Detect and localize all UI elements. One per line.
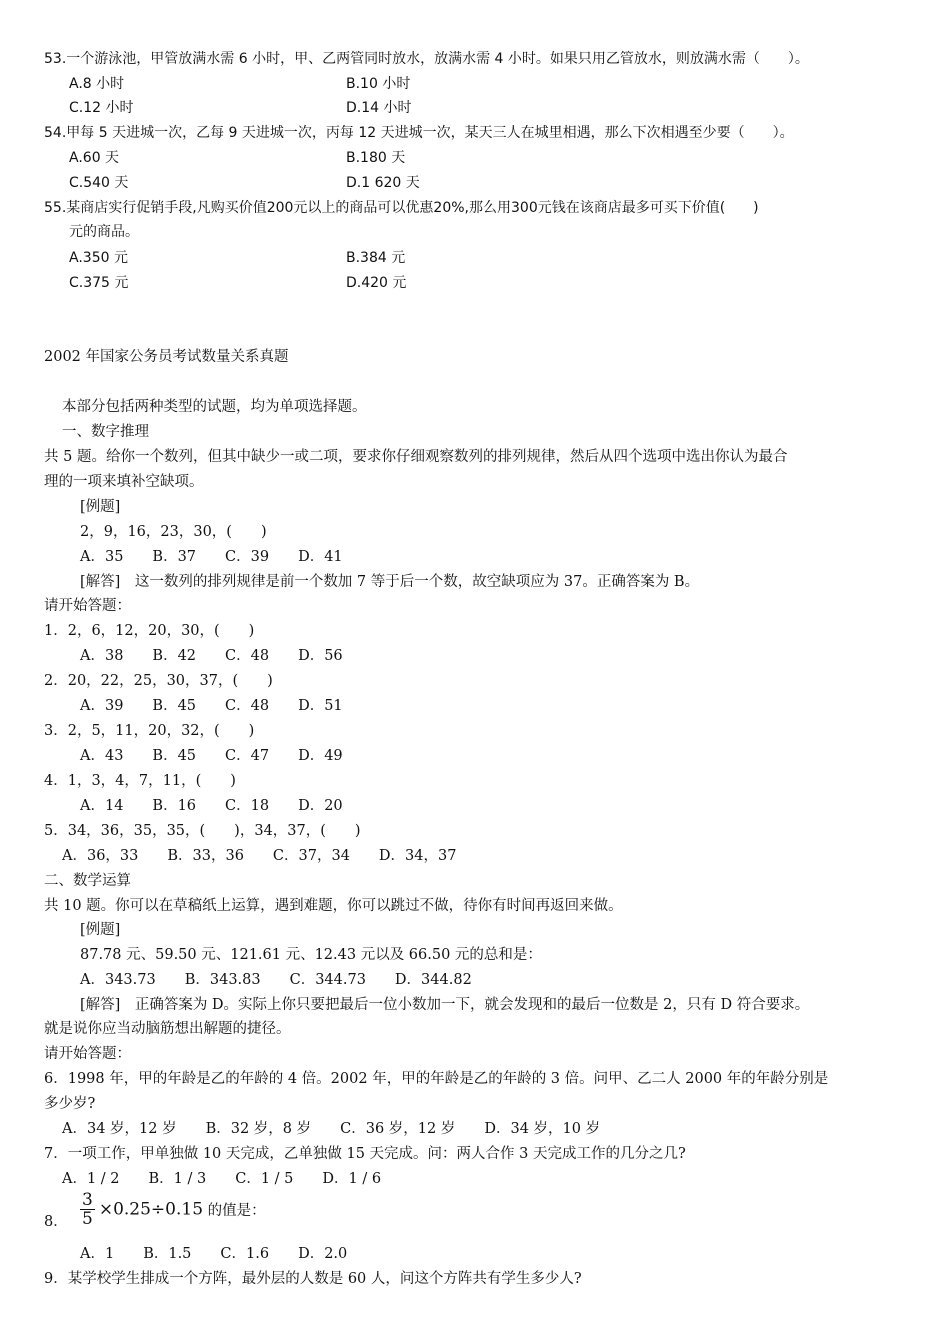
- q8-fraction: [80, 1191, 95, 1228]
- q8-number: 8．: [44, 1214, 68, 1230]
- part2-example-text: 87.78 元、59.50 元、121.61 元、12.43 元以及 66.50 元的总和是：: [80, 947, 542, 963]
- intro-text: 本部分包括两种类型的试题，均为单项选择题。: [62, 399, 367, 415]
- part1-desc-line1: 共 5 题。给你一个数列，但其中缺少一或二项，要求你仔细观察数列的排列规律，然后从四个选项中选出你认为最合: [44, 449, 788, 465]
- q6-options: A．34 岁，12 岁 B．32 岁，8 岁 C．36 岁，12 岁 D．34 岁，10 岁: [62, 1121, 601, 1137]
- q53-option-c: C.12 小时: [69, 100, 134, 116]
- q6-stem-line1: 6．1998 年，甲的年龄是乙的年龄的 4 倍。2002 年，甲的年龄是乙的年龄的 3 倍。问甲、乙二人 2000 年的年龄分别是: [44, 1071, 829, 1087]
- q8-expression: ×0.25÷0.15: [98, 1199, 204, 1220]
- section-title: 2002 年国家公务员考试数量关系真题: [44, 349, 289, 365]
- q4-stem: 4．1，3，4，7，11，( ): [44, 773, 236, 789]
- q54-option-b: B.180 天: [346, 150, 406, 166]
- q7-stem: 7．一项工作，甲单独做 10 天完成，乙单独做 15 天完成。问：两人合作 3 天完成工作的几分之几?: [44, 1146, 686, 1162]
- part1-heading: 一、数字推理: [62, 424, 149, 440]
- q1-options: A．38 B．42 C．48 D．56: [80, 648, 343, 664]
- part2-example-label: [例题]: [80, 922, 121, 938]
- q8-tail: 的值是：: [203, 1203, 266, 1219]
- q55-stem-cont: 元的商品。: [69, 224, 139, 240]
- part2-answer-line2: 就是说你应当动脑筋想出解题的捷径。: [44, 1021, 291, 1037]
- q3-stem: 3．2，5，11，20，32，( ): [44, 723, 255, 739]
- q55-option-a: A.350 元: [69, 250, 128, 266]
- part1-example-options: A．35 B．37 C．39 D．41: [80, 549, 343, 565]
- q55-option-b: B.384 元: [346, 250, 406, 266]
- part2-desc: 共 10 题。你可以在草稿纸上运算，遇到难题，你可以跳过不做，待你有时间再返回来做。: [44, 898, 623, 914]
- q54-stem: 54.甲每 5 天进城一次，乙每 9 天进城一次，丙每 12 天进城一次，某天三人在城里相遇，那么下次相遇至少要（ ）。: [44, 125, 794, 141]
- q7-options: A．1 / 2 B．1 / 3 C．1 / 5 D．1 / 6: [62, 1171, 382, 1187]
- q2-options: A．39 B．45 C．48 D．51: [80, 698, 343, 714]
- q54-option-d: D.1 620 天: [346, 175, 420, 191]
- q3-options: A．43 B．45 C．47 D．49: [80, 748, 343, 764]
- part1-example-seq: 2，9，16，23，30，( ): [80, 524, 267, 540]
- part2-start: 请开始答题：: [44, 1046, 131, 1062]
- q5-options: A．36，33 B．33，36 C．37，34 D．34，37: [62, 848, 457, 864]
- q8-fraction-denominator: 5: [82, 1209, 93, 1229]
- q8-fraction-numerator: 3: [82, 1190, 93, 1210]
- part1-start: 请开始答题：: [44, 598, 131, 614]
- q6-stem-line2: 多少岁?: [44, 1096, 96, 1112]
- q8-options: A．1 B．1.5 C．1.6 D．2.0: [80, 1246, 348, 1262]
- q53-option-a: A.8 小时: [69, 76, 125, 92]
- q54-option-a: A.60 天: [69, 150, 120, 166]
- q53-option-b: B.10 小时: [346, 76, 411, 92]
- q55-stem: 55.某商店实行促销手段,凡购买价值200元以上的商品可以优惠20%,那么用300元钱在该商店最多可买下价值( ): [44, 200, 759, 216]
- q2-stem: 2．20，22，25，30，37，( ): [44, 673, 273, 689]
- q53-option-d: D.14 小时: [346, 100, 412, 116]
- q5-stem: 5．34，36，35，35，( )，34，37，( ): [44, 823, 361, 839]
- part1-desc-line2: 理的一项来填补空缺项。: [44, 474, 204, 490]
- part2-example-options: A．343.73 B．343.83 C．344.73 D．344.82: [80, 972, 472, 988]
- q55-option-c: C.375 元: [69, 275, 129, 291]
- q54-option-c: C.540 天: [69, 175, 129, 191]
- q1-stem: 1．2，6，12，20，30，( ): [44, 623, 255, 639]
- q53-stem: 53.一个游泳池，甲管放满水需 6 小时，甲、乙两管同时放水，放满水需 4 小时。如果只用乙管放水，则放满水需（ ）。: [44, 51, 809, 67]
- q9-stem: 9．某学校学生排成一个方阵，最外层的人数是 60 人，问这个方阵共有学生多少人?: [44, 1271, 582, 1287]
- part2-heading: 二、数学运算: [44, 873, 131, 889]
- part1-example-label: [例题]: [80, 499, 121, 515]
- q4-options: A．14 B．16 C．18 D．20: [80, 798, 343, 814]
- part1-answer: [解答] 这一数列的排列规律是前一个数加 7 等于后一个数，故空缺项应为 37。正确答案为 B。: [80, 574, 700, 590]
- q55-option-d: D.420 元: [346, 275, 407, 291]
- part2-answer-line1: [解答] 正确答案为 D。实际上你只要把最后一位小数加一下，就会发现和的最后一位数是 2，只有 D 符合要求。: [80, 997, 810, 1013]
